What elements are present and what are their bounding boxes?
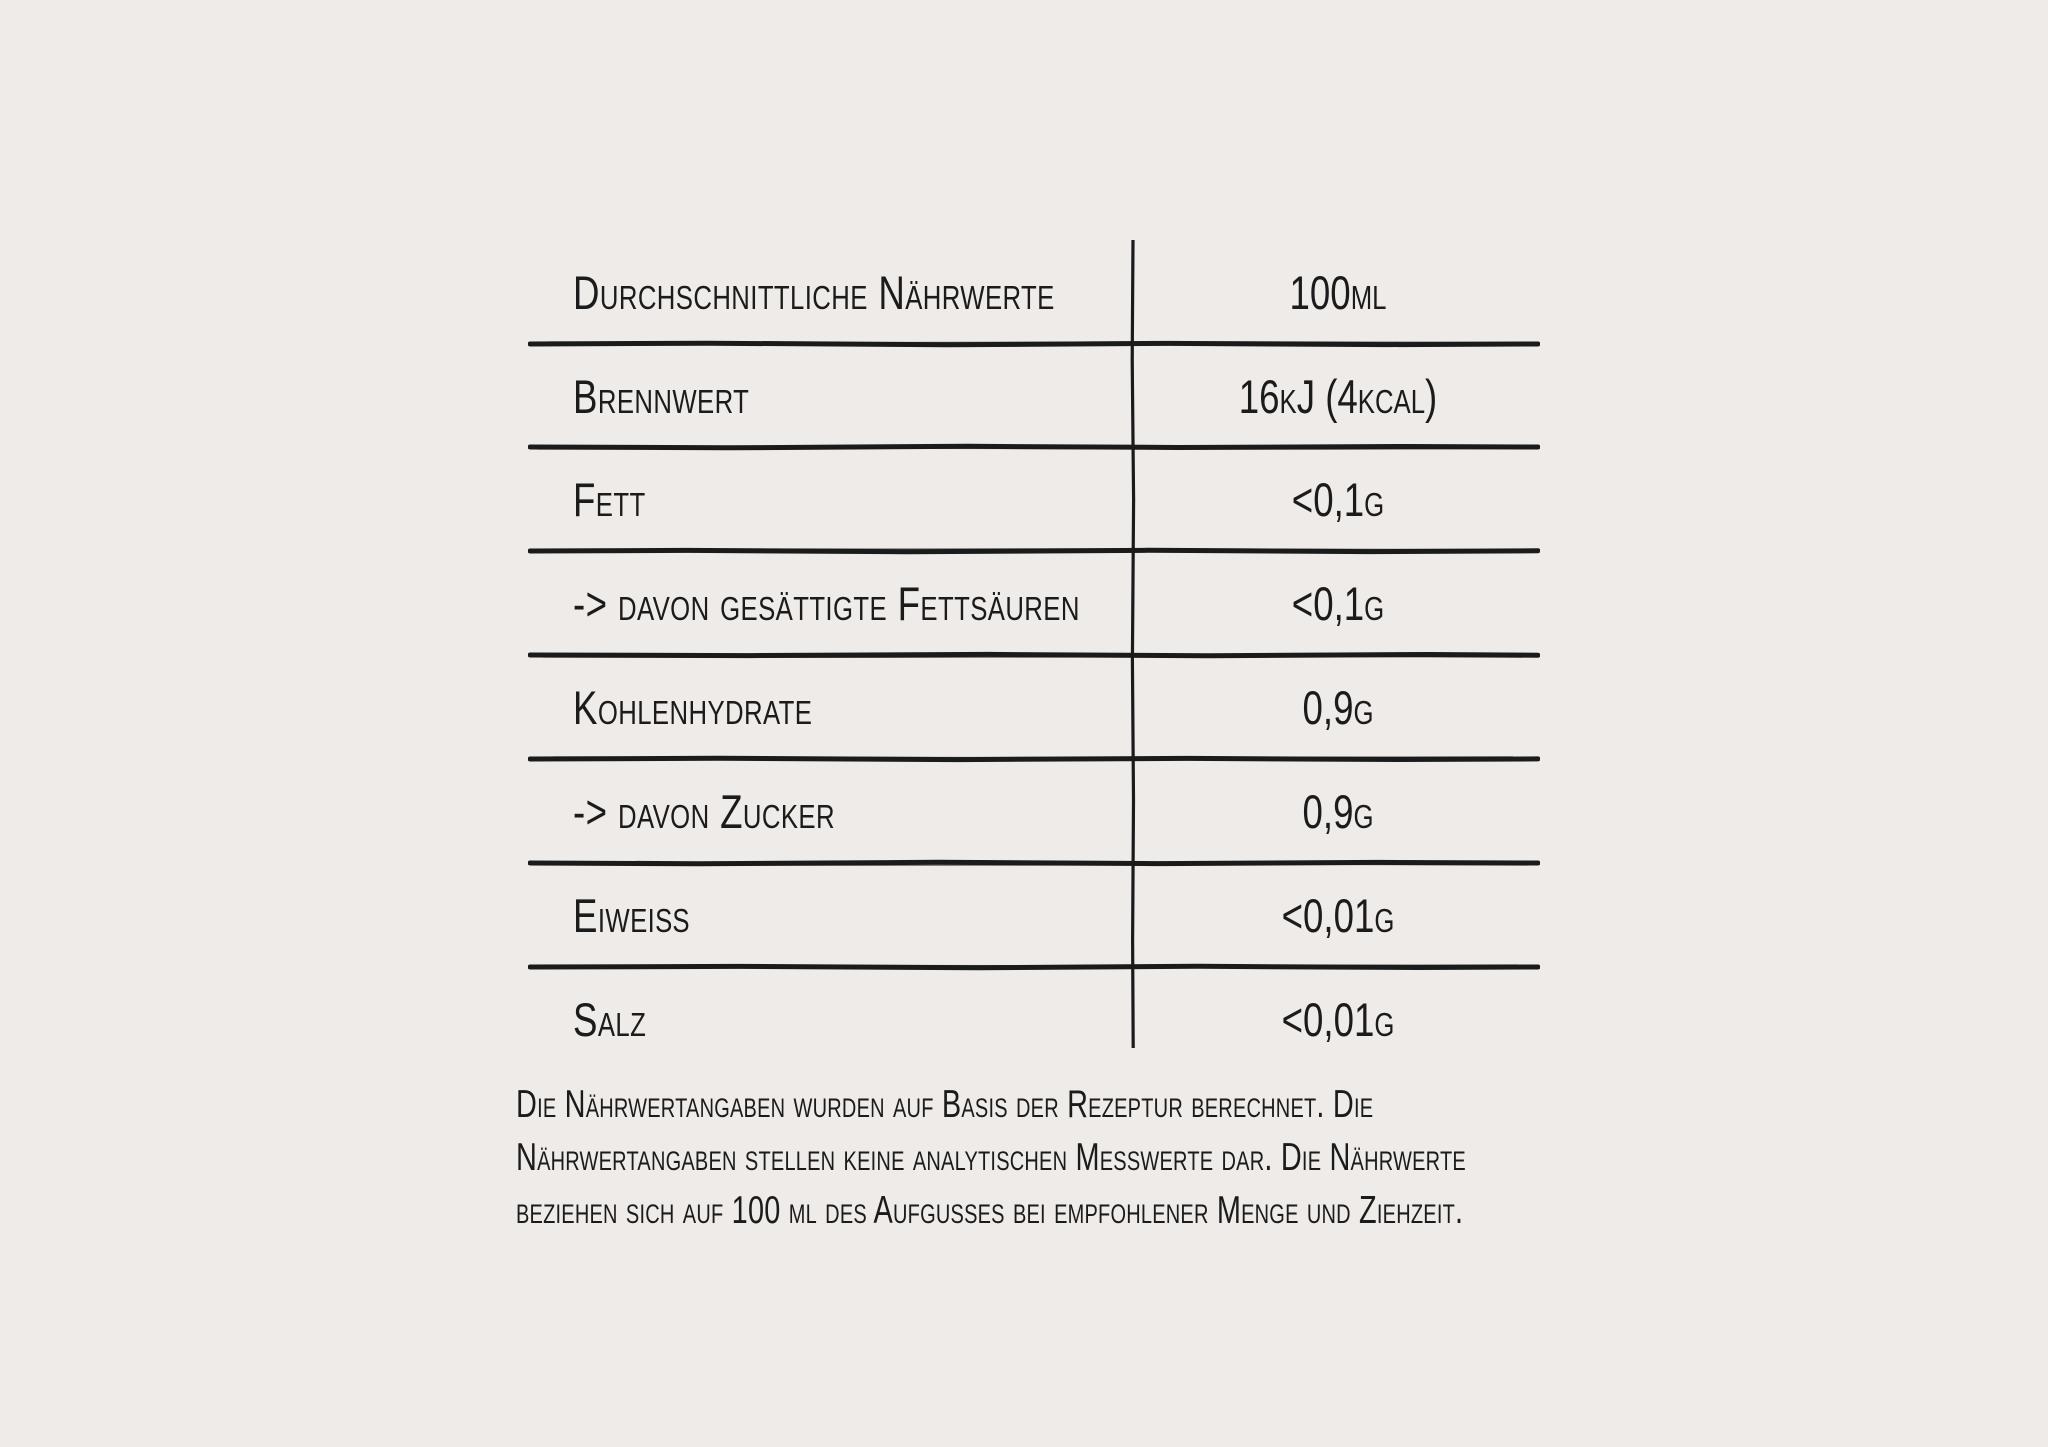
table-row [528,344,1540,448]
nutrient-value: <0,1g [1291,576,1385,630]
nutrient-value: 0,9g [1302,680,1374,734]
footnote: Die Nährwertangaben wurden auf Basis der Rezeptur berechnet. Die Nährwertangaben stellen keine analytischen Messwerte dar. Die Nährwerte beziehen sich auf 100 ml des Aufgusses bei empfohlener Menge und Ziehzeit. [516,1083,1466,1232]
nutrient-label: Brennwert [573,369,750,423]
nutrient-label: -> davon gesättigte Fettsäuren [573,576,1080,630]
table-row [528,759,1540,863]
nutrient-value: <0,01g [1281,888,1395,942]
nutrient-label: Kohlenhydrate [573,680,813,734]
nutrient-label: Fett [573,472,646,526]
header-label: Durchschnittliche Nährwerte [573,265,1055,319]
table-row [528,967,1540,1071]
nutrient-value: 16kJ (4kcal) [1238,369,1438,423]
nutrient-label: Salz [573,992,647,1046]
nutrient-value: <0,01g [1281,992,1395,1046]
nutrition-table [528,240,1540,1048]
nutrient-label: Eiweiß [573,888,690,942]
table-row [528,551,1540,655]
table-row [528,655,1540,759]
nutrient-value: <0,1g [1291,472,1385,526]
nutrient-label: -> davon Zucker [573,784,835,838]
table-header-row [528,240,1540,344]
table-row [528,447,1540,551]
nutrient-value: 0,9g [1302,784,1374,838]
table-row [528,863,1540,967]
header-value: 100ml [1289,265,1387,319]
